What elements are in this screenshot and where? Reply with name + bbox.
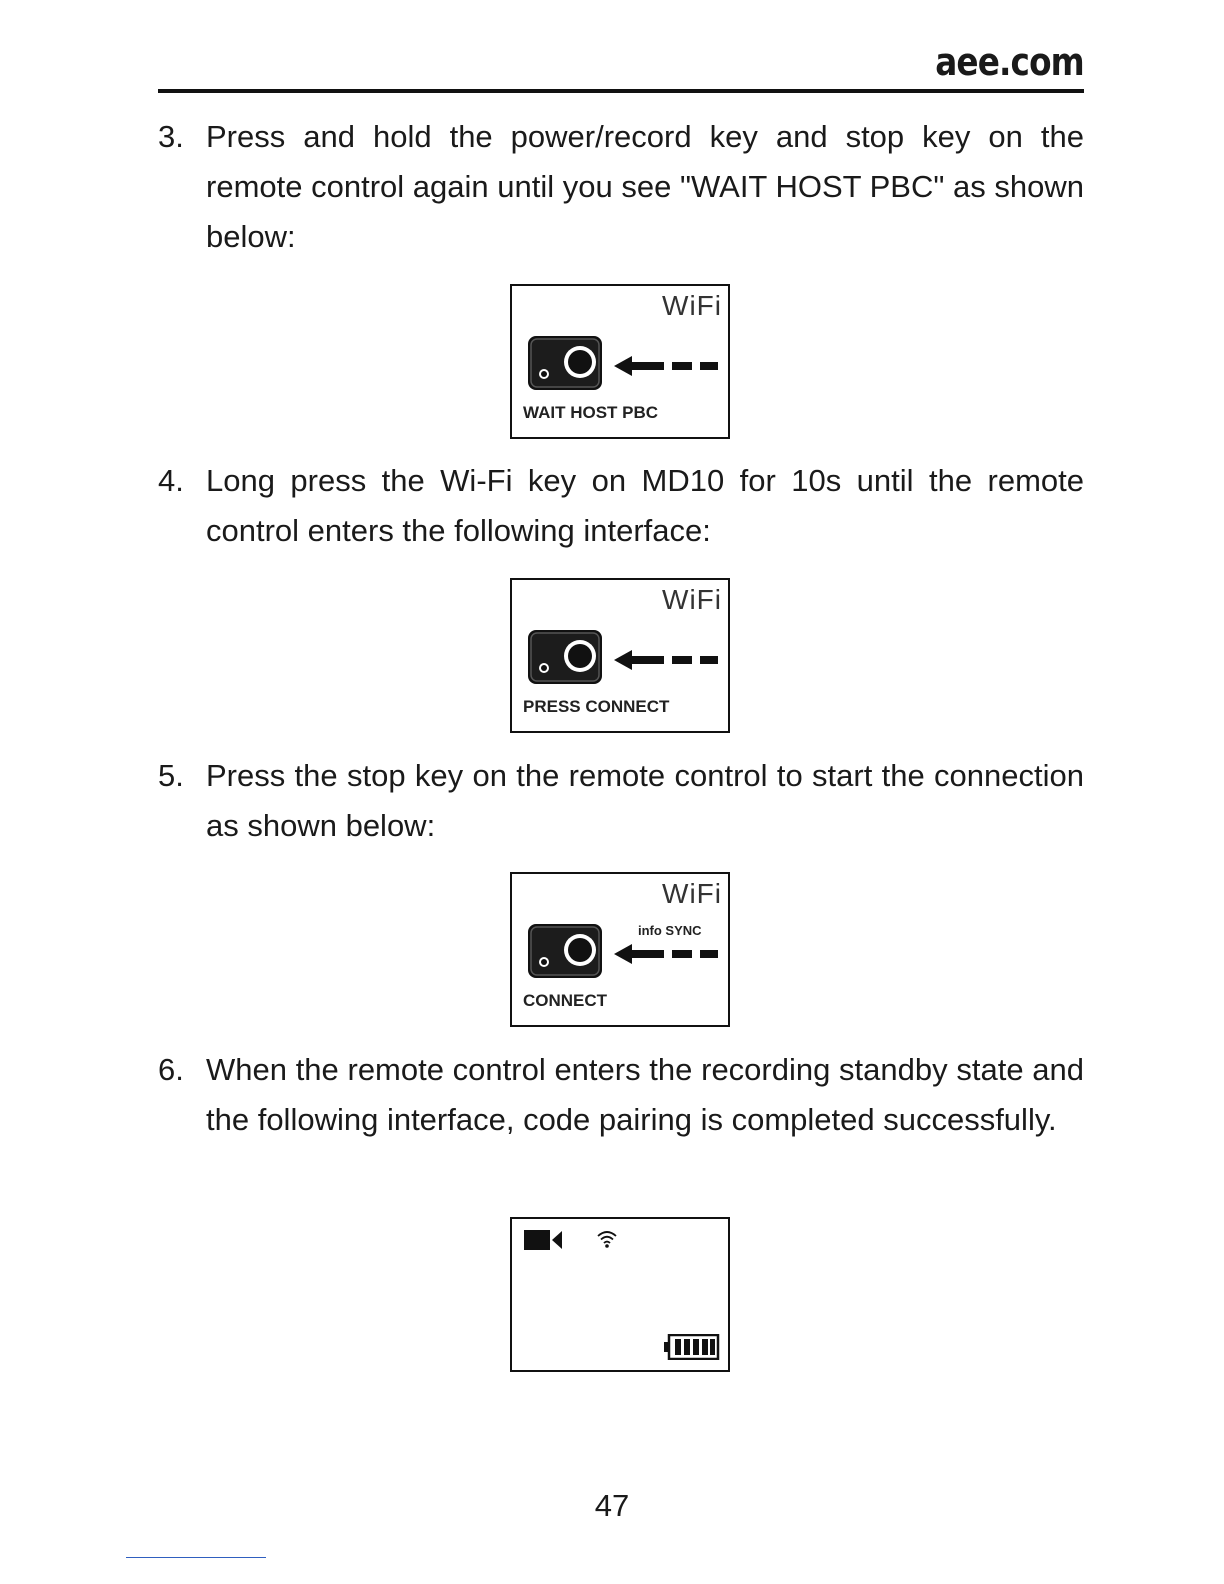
- remote-screen-standby: [510, 1217, 730, 1372]
- status-text: WAIT HOST PBC: [523, 403, 659, 422]
- page-number: 47: [594, 1488, 630, 1523]
- wifi-label: WiFi: [662, 584, 722, 615]
- header-brand: aee.com: [935, 40, 1084, 84]
- left-arrow-icon: [614, 942, 720, 966]
- camera-icon: [526, 332, 606, 394]
- step-number: 4.: [158, 463, 184, 498]
- header-rule: [158, 89, 1084, 93]
- step-5: [158, 751, 1084, 851]
- footer-divider: [126, 1557, 266, 1558]
- video-record-icon: [524, 1229, 564, 1251]
- left-arrow-icon: [614, 354, 720, 378]
- remote-screen-wait-host: [510, 284, 730, 439]
- battery-full-icon: [664, 1334, 720, 1360]
- step-6: [158, 1045, 1084, 1145]
- wifi-signal-icon: [596, 1229, 618, 1249]
- camera-icon: [526, 920, 606, 982]
- step-number: 5.: [158, 758, 184, 793]
- step-4: [158, 456, 1084, 556]
- sync-label: info SYNC: [638, 923, 702, 938]
- left-arrow-icon: [614, 648, 720, 672]
- step-text: Press and hold the power/record key and stop key on the remote control again until you see "WAIT HOST PBC" as shown below:: [206, 119, 1084, 254]
- remote-screen-press-connect: [510, 578, 730, 733]
- step-number: 6.: [158, 1052, 184, 1087]
- status-text: CONNECT: [523, 991, 608, 1010]
- camera-icon: [526, 626, 606, 688]
- wifi-label: WiFi: [662, 878, 722, 909]
- wifi-label: WiFi: [662, 290, 722, 321]
- step-text: When the remote control enters the recording standby state and the following interface, code pairing is completed successfully.: [206, 1052, 1084, 1137]
- step-3: [158, 112, 1084, 262]
- remote-screen-connect: [510, 872, 730, 1027]
- step-text: Press the stop key on the remote control to start the connection as shown below:: [206, 758, 1084, 843]
- step-text: Long press the Wi-Fi key on MD10 for 10s until the remote control enters the following interface:: [206, 463, 1084, 548]
- step-number: 3.: [158, 119, 184, 154]
- status-text: PRESS CONNECT: [523, 697, 670, 716]
